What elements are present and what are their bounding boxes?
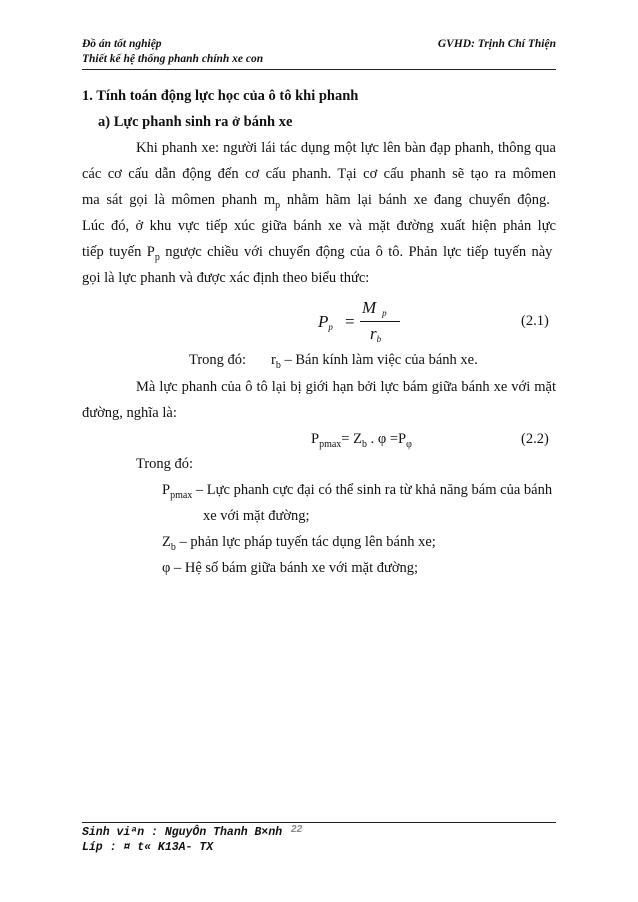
definition-item: $Z_b$ – phản lực pháp tuyến tác dụng lên bánh xe; [162,534,436,553]
page-number: 22 [291,824,303,835]
paragraph-line: ma sát gọi là mômen phanh $m_p$ nhằm hãm lại bánh xe đang chuyển động. [82,192,550,211]
subsection-heading: a) Lực phanh sinh ra ở bánh xe [98,114,293,130]
header-subtitle: Thiết kế hệ thống phanh chính xe con [82,53,264,65]
equation-number: (2.2) [521,431,549,447]
paragraph-line: Mà lực phanh của ô tô lại bị giới hạn bởi lực bám giữa bánh xe với mặt [136,379,556,395]
footer-class: Líp : ¤ t« K13A- TX [82,841,214,854]
eq-denominator: rb [370,324,382,344]
eq-numerator: Mp [362,298,387,318]
paragraph-line: đường, nghĩa là: [82,405,177,421]
where-label: Trong đó: [136,456,194,472]
header-rule [82,69,556,70]
equation-2-2: $P_{pmax}= Z_b$ . $\varphi =P_\varphi$ [311,431,412,450]
equation-2-1 [318,298,418,344]
definition-item: φ – Hệ số bám giữa bánh xe với mặt đường; [162,560,419,576]
fraction-bar [360,321,400,322]
paragraph-line: gọi là lực phanh và được xác định theo biểu thức: [82,270,370,286]
where-label: Trong đó: [189,352,247,368]
equation-number: (2.1) [521,313,549,329]
eq-lhs: Pp [318,312,333,332]
definition-item-continued: xe với mặt đường; [203,508,310,524]
eq-equals: = [345,312,355,331]
header-advisor: GVHD: Trịnh Chí Thiện [437,38,556,50]
paragraph-line: Khi phanh xe: người lái tác dụng một lực lên bàn đạp phanh, thông qua [136,140,556,156]
section-heading: 1. Tính toán động lực học của ô tô khi phanh [82,88,359,104]
definition-item: $P_{pmax}$ – Lực phanh cực đại có thể sinh ra từ khả năng bám của bánh [162,482,553,501]
paragraph-line: Lúc đó, ở khu vực tiếp xúc giữa bánh xe và mặt đường xuất hiện phản lực [82,218,556,234]
where-definition: $r_b$ – Bán kính làm việc của bánh xe. [271,352,478,371]
paragraph-line: các cơ cấu dẫn động đến cơ cấu phanh. Tại cơ cấu phanh sẽ tạo ra mômen [82,166,556,182]
paragraph-line: tiếp tuyến $P_p$ ngược chiều với chuyển động của ô tô. Phản lực tiếp tuyến này [82,244,553,263]
footer-rule [82,822,556,823]
footer-student: Sinh viªn : NguyÔn Thanh B×nh 22 [82,824,303,839]
header-doc-title: Đồ án tốt nghiệp [82,38,162,50]
